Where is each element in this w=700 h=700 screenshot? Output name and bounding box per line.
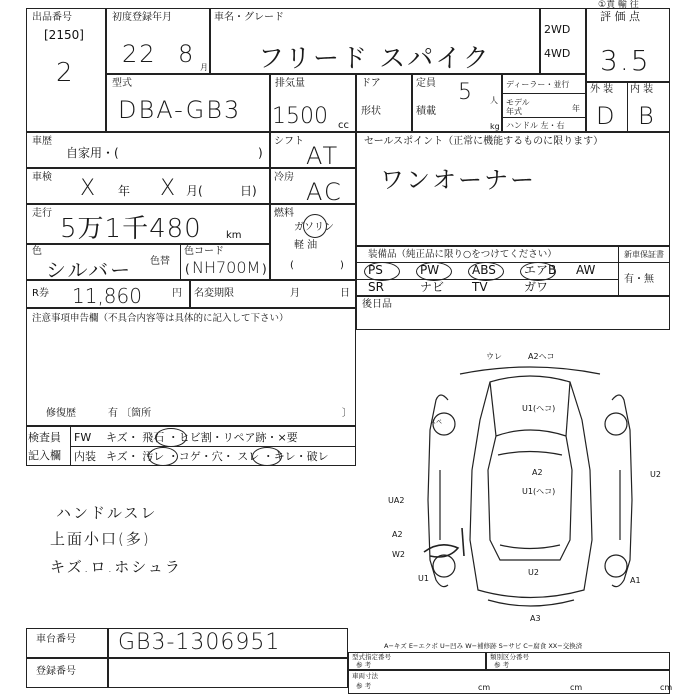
car-name: フリード スパイク <box>258 44 491 74</box>
color-label: 色 <box>32 246 42 257</box>
fuel-light-oil: 軽 油 <box>294 240 318 251</box>
drive-2wd: 2WD <box>544 23 571 36</box>
size-ref: 参 考 <box>356 682 372 690</box>
displacement-label: 排気量 <box>275 78 305 89</box>
mark-left-lower: U1 <box>418 574 429 583</box>
category-ref: 参 考 <box>494 661 510 669</box>
tax-label: 名変期限 <box>194 288 234 299</box>
first-reg-label: 初度登録年月 <box>112 12 172 23</box>
damage-legend: A−キズ E−エクボ U−凹み W−補修跡 S−サビ C−腐食 XX−交換済 <box>384 642 583 650</box>
inspector-label: 検査員 <box>28 431 61 444</box>
size-label: 車両寸法 <box>352 672 378 680</box>
mark-left-wheel: W2 <box>392 550 405 559</box>
warranty-label: 新車保証書 <box>624 250 664 259</box>
int-tag: 内装 <box>74 450 96 463</box>
mark-right-rear: A1 <box>630 576 641 585</box>
size-cm-1: cm <box>478 683 491 692</box>
first-reg-year: 22 <box>122 40 157 68</box>
year-unit: 年 <box>572 104 580 113</box>
notes-header: 注意事項申告欄（不具合内容等は具体的に記入して下さい） <box>32 313 289 324</box>
reg-value-box <box>108 658 348 688</box>
car-name-label: 車名・グレード <box>214 12 284 23</box>
capacity-label: 定員 <box>416 78 436 89</box>
tax-month: 月 <box>290 288 300 299</box>
first-reg-month: 8 <box>178 40 196 68</box>
type-cert-ref: 参 考 <box>356 661 372 669</box>
type-cert-label: 型式指定番号 <box>352 653 391 661</box>
reg-label: 登録番号 <box>36 666 76 677</box>
equipment-item-2-1: ナビ <box>420 280 445 294</box>
displacement-value: 1500 <box>272 104 328 129</box>
repair-close: 〕 <box>342 408 352 419</box>
door-label: ドア <box>361 78 381 89</box>
mark-left-mid: A2 <box>392 530 403 539</box>
mark-hood: U1(ヘコ) <box>522 404 556 413</box>
chassis-label: 車台番号 <box>36 634 76 645</box>
handle-label: ハンドル 左・右 <box>506 121 565 130</box>
model-value: DBA-GB3 <box>118 96 242 124</box>
color-value: シルバー <box>46 258 133 282</box>
int-grade: B <box>638 102 656 130</box>
handwritten-note-3: キズ.ロ.ホシュラ <box>50 558 182 576</box>
chassis-value: GB3-1306951 <box>118 630 281 655</box>
equipment-item-2-0: SR <box>368 280 384 294</box>
mileage-unit: km <box>226 230 242 241</box>
mark-roof-u: U1(ヘコ) <box>522 487 556 496</box>
color-change-label: 色替 <box>150 256 170 267</box>
capacity-unit: 人 <box>490 96 498 105</box>
lot-label: 出品番号 <box>32 12 72 23</box>
lot-code: [2150] <box>44 28 84 42</box>
size-cm-3: cm <box>660 683 673 692</box>
score-value: 3.5 <box>600 44 651 77</box>
shift-label: シフト <box>274 136 304 147</box>
color-code-value: NH700M <box>192 258 261 277</box>
mark-rear: U2 <box>528 568 539 577</box>
recycle-value: 11,860 <box>72 284 142 308</box>
ext-tag: FW <box>74 431 92 444</box>
mark-right-side: U2 <box>650 470 661 479</box>
sales-value: ワンオーナー <box>380 166 536 194</box>
tax-day: 日 <box>340 288 350 299</box>
inspection-label: 車検 <box>32 172 52 183</box>
repair-label: 修復歴 <box>46 408 76 419</box>
ext-grade: D <box>596 102 617 130</box>
equipment-item-1-4: AW <box>576 263 596 277</box>
model-year-label: モデル年式 <box>506 98 530 116</box>
shift-value: AT <box>306 142 340 170</box>
equipment-item-1-2: ABS <box>472 263 496 277</box>
inspection-day-unit: 日) <box>240 184 257 198</box>
color-code-paren-close: ) <box>262 262 267 276</box>
fuel-gasoline: ガソリン <box>294 222 334 233</box>
mileage-label: 走行 <box>32 208 52 219</box>
mark-bottom: A3 <box>530 614 541 623</box>
inspection-month-unit: 月( <box>186 184 203 198</box>
ac-value: AC <box>306 178 343 206</box>
ext-items: キズ・ 飛石 ・ヒビ割・リペア跡・×要 <box>106 431 298 444</box>
recycle-unit: 円 <box>172 288 182 299</box>
mark-roof-a: A2 <box>532 468 543 477</box>
mark-front-top2: A2ヘコ <box>528 352 555 361</box>
int-label: 内 装 <box>630 84 654 95</box>
color-code-label: 色コード <box>184 246 224 257</box>
fuel-paren-close: ) <box>340 260 344 271</box>
mark-spare: スペ <box>430 419 443 426</box>
capacity-value: 5 <box>458 80 474 105</box>
mark-front-top: ウレ <box>486 352 502 361</box>
displacement-unit: cc <box>338 120 349 131</box>
history-label: 車歴 <box>32 136 52 147</box>
warranty-value: 有・無 <box>624 274 654 285</box>
equipment-item-1-0: PS <box>368 263 383 277</box>
inspection-year-unit: 年 <box>118 184 131 198</box>
equipment-item-2-2: TV <box>472 280 488 294</box>
inspection-month-mark: X <box>160 176 178 201</box>
history-close: ) <box>258 146 263 160</box>
int-items: キズ・ 汚レ ・コゲ・穴・ スレ ・キレ・破レ <box>106 450 329 463</box>
later-label: 後日品 <box>362 299 392 310</box>
recycle-label: R券 <box>32 288 49 299</box>
sales-header: セールスポイント（正常に機能するものに限ります） <box>364 136 604 147</box>
fuel-paren-open: ( <box>290 260 294 271</box>
inspection-year-mark: X <box>80 176 98 201</box>
lot-number: 2 <box>56 58 75 88</box>
ext-label: 外 装 <box>590 84 614 95</box>
equipment-item-2-3: ガワ <box>524 280 549 294</box>
load-unit: kg <box>490 122 500 131</box>
equipment-item-1-1: PW <box>420 263 440 277</box>
drive-4wd: 4WD <box>544 47 571 60</box>
category-label: 類別区分番号 <box>490 653 529 661</box>
model-label: 型式 <box>112 78 132 89</box>
fuel-label: 燃料 <box>274 208 294 219</box>
equipment-item-1-3: エアB <box>524 263 557 277</box>
mileage-value: 5万1千480 <box>60 214 202 244</box>
handwritten-note-2: 上面小口(多) <box>50 530 151 548</box>
fill-label: 記入欄 <box>28 449 61 462</box>
mark-left-front: UA2 <box>388 496 405 505</box>
equipment-header: 装備品（純正品に限り○をつけてください） <box>368 249 557 260</box>
load-label: 積載 <box>416 106 436 117</box>
top-right-note: ①責 輸 往 <box>598 0 639 10</box>
history-value: 自家用・( <box>66 146 119 160</box>
repair-value: 有 〔箇所 <box>108 408 152 419</box>
color-code-paren-open: ( <box>185 262 190 276</box>
size-cm-2: cm <box>570 683 583 692</box>
handwritten-note-1: ハンドルスレ <box>56 504 158 522</box>
score-label: 評 価 点 <box>600 10 640 23</box>
dealer-label: ディーラー・並行 <box>506 80 570 89</box>
ac-label: 冷房 <box>274 172 294 183</box>
shape-label: 形状 <box>361 106 381 117</box>
size-box <box>348 670 673 694</box>
first-reg-month-unit: 月 <box>200 63 208 72</box>
